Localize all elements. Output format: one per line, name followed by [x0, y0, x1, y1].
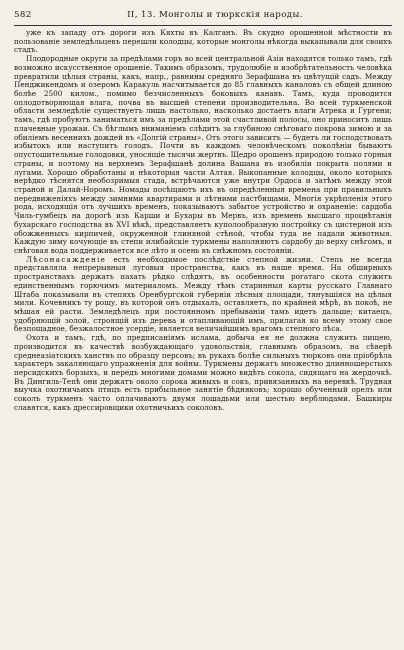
- paragraph-1: [14, 29, 392, 55]
- paragraph-hunting: [14, 334, 392, 412]
- paragraph-text: Плодородные округи за предѣлами горъ во всей центральной Азіи находятся только тамъ, гдѣ возможно искусственное орошеніе. Такимъ образомъ, трудолюбіе и изобрѣтательность человѣка превратили цѣлыя страны, какъ, напр., равнины средняго Зерафшана въ цвѣтущій садъ. Между Пенджикендомъ и озеромъ Каракуль насчитывается до 85 главныхъ каналовъ съ общей длиною болѣе 2500 килом., помимо безчисленныхъ боковыхъ канавъ. Тамъ, куда проводится оплодотворяющая влага, почва въ высшей степени производительна. Во всей туркменской области земледѣліе существуетъ лишь настолько, насколько достаетъ влаги Атрека и Гургени; тамъ, гдѣ пробуютъ заниматься имъ за предѣлами этой счастливой полосы, оно приноситъ лишь плачевные урожаи. Съ бѣглымъ вниманіемъ слѣдитъ за глубиною снѣговаго покрова зимою и за обиліемъ весеннихъ дождей въ «Долгій страны». Отъ этого зависитъ — будетъ ли господствовать избытокъ или наступитъ голодъ. Почти въ каждомъ человѣческомъ поколѣніи бываютъ опустошительные голодовки, уносящіе тысячи жертвъ. Щедро орошенъ природою только горныя страны, и поэтому на верхнемъ Зерафшанѣ долина Вашана въ изобиліи покрыта полями и лугами. Хорошо обработаны и нѣкоторыя части Алтая. Выкопанные колодцы, около которыхъ нерѣдко тѣснятся необозримыя стада, встрѣчаются уже внутри Ордоса и затѣмъ между этой страной и Далай-Норомъ. Номады посѣщаютъ ихъ въ опредѣленныя времена при правильныхъ передвиженіяхъ между зимними квартирами и лѣтними пастбищами. Многія укрѣпленія этого рода, исходящія отъ лучшихъ временъ, показываютъ забытое устройство и охраненіе: сардоба Чиль-гумбецъ на дорогѣ изъ Карши и Бухары въ Мервъ, изъ времень высшаго процвѣтанія бухарскаго господства въ XVI вѣкѣ, представляетъ куполообразную постройку съ цистерной изъ обожженныхъ кирпичей, окруженной глиняной стѣной, чтобы туда не падали животныя. Каждую зиму кочующіе въ степи илибайскіе туркмены наполняютъ сардобу до верху снѣгомъ, и снѣговая вода поддерживается все лѣто и осень въ снѣжномъ состояніи.: [14, 54, 392, 255]
- paragraph-text: уже къ западу отъ дороги изъ Кяхты въ Калганъ. Въ скудно орошенной мѣстности въ пользованіе земледѣльцевъ перешли колодцы, которые монголы нѣкогда выкапывали для своихъ стадъ.: [14, 28, 392, 55]
- running-header: [14, 10, 392, 24]
- running-title: II, 13. Монголы и тюркскія народы.: [127, 10, 303, 20]
- page-body: [14, 29, 392, 413]
- paragraph-irrigation: [14, 55, 392, 256]
- header-rule: [14, 25, 392, 26]
- paragraph-text: Охота и тамъ, гдѣ, по предписаніямъ ислама, добыча ея не должна служить пищею, производится въ качествѣ возбуждающаго удовольствія, главнымъ образомъ, на сѣверѣ среднеазіатскихъ ханствъ по образцу персовъ; въ рукахъ болѣе сильныхъ тюрковъ она пріобрѣла характеръ закаляющаго упражненія для войны. Туркмены держатъ множество длинношерстыхъ персидскихъ борзыхъ, и передъ многими домами можно видѣть сокола, сидящаго на жердочкѣ. Въ Дингиль-Тепѣ они держатъ около сорока живыхъ и сокъ, привязанныхъ на веревкѣ. Трудная выучка охотничьихъ птицъ есть прибыльное занятіе бѣдняковъ; хорошо обученный орелъ или соколъ туркменъ часто оплачиваютъ двумя лошадьми или шестью верблюдами. Башкиры славятся, какъ дрессировщики охотничьихъ соколовъ.: [14, 333, 392, 412]
- paragraph-forests: [14, 256, 392, 334]
- paragraph-lead: Лѣсонасажденіе: [26, 254, 107, 264]
- page-number: 582: [14, 10, 32, 20]
- paragraph-text: есть необходимое послѣдствіе степной жизни. Степь не всегда представляла непрерывныя луговыя пространства, какъ въ наше время. На обширныхъ пространствахъ держать пахать рѣдко слѣдятъ, въ особенности рогатаго скота служитъ единственнымъ горючимъ материаломъ. Между тѣмъ старинныя карты русскаго Главнаго Штаба показывали въ степяхъ Оренбургской губерніи лѣсныя площади, тянувшіяся на цѣлыя мили. Кочевникъ ту рощу, въ которой онъ отдыхалъ, оставляетъ, по крайней мѣрѣ, въ покоѣ, не мѣшая ей расти. Земледѣлецъ при постоянномъ пребываніи тамъ идетъ дальше; китаецъ, удобряющій золой, строящій изъ дерева и отапливающій имъ, прилагая ко всему этому свое безпощадное, безжалостное усердіе, является величайшимъ врагомъ степного лѣса.: [14, 254, 392, 334]
